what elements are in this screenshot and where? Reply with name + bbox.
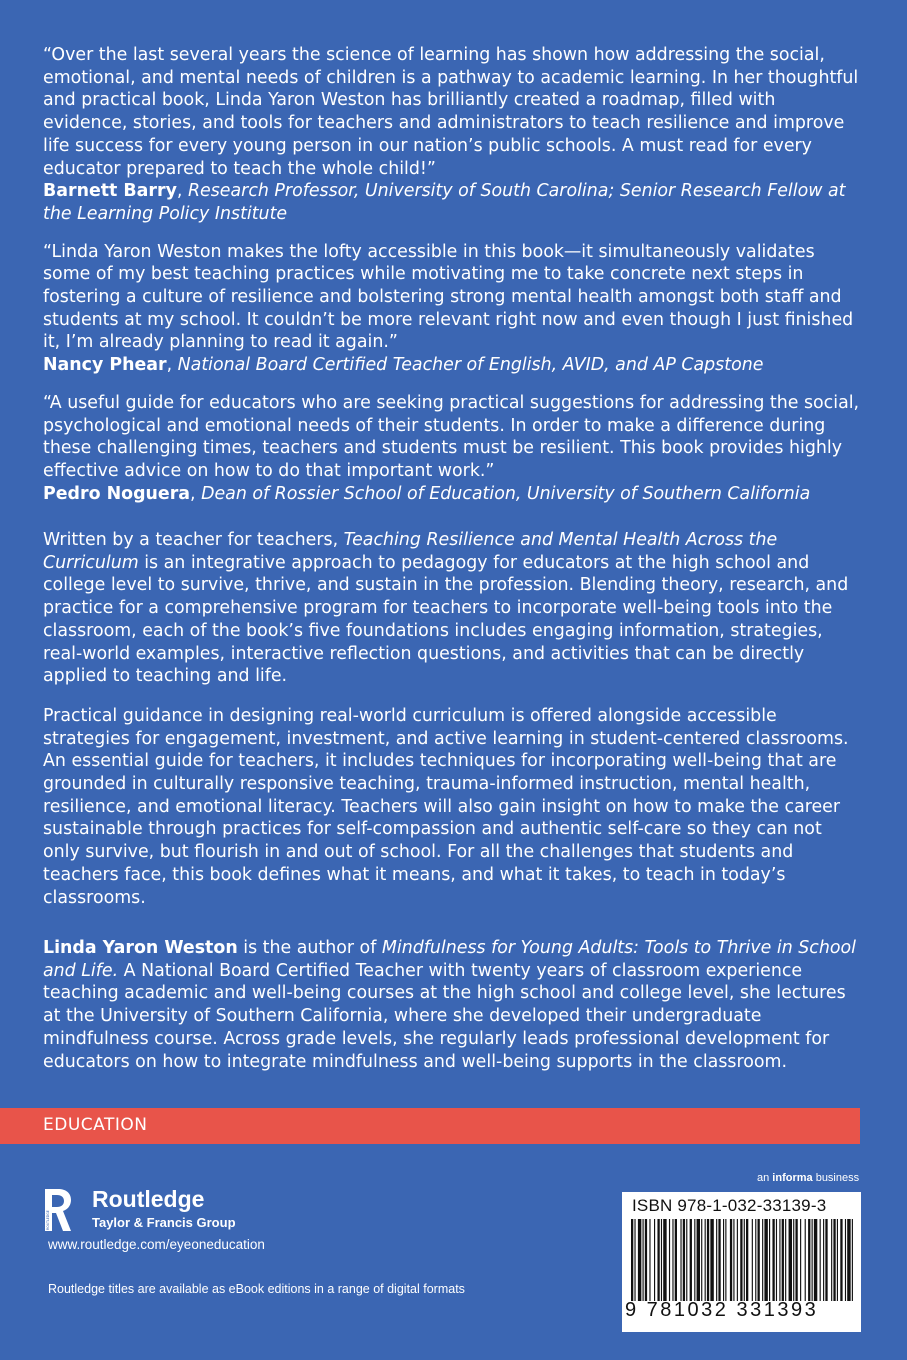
endorser-title: Research Professor, University of South Carolina; Senior Research Fellow at the Learning Policy Institute	[43, 181, 846, 224]
barcode-bar	[718, 1219, 720, 1301]
barcode-bar	[661, 1219, 662, 1301]
category-banner	[0, 1108, 860, 1144]
barcode-bar	[755, 1219, 756, 1301]
barcode-bar	[825, 1219, 827, 1301]
endorser-name: Nancy Phear	[43, 355, 167, 376]
barcode-bar	[737, 1219, 738, 1301]
barcode-bar	[785, 1219, 786, 1301]
endorsement-attribution: Barnett Barry, Research Professor, University of South Carolina; Senior Research Fellow at the Learning Policy Institute	[43, 181, 846, 224]
informa-brand: informa	[772, 1172, 813, 1184]
barcode-bar	[649, 1219, 650, 1301]
publisher-url: www.routledge.com/eyeoneducation	[48, 1237, 265, 1252]
description-intro: Written by a teacher for teachers,	[43, 530, 344, 550]
barcode-bar	[805, 1219, 806, 1301]
barcode-bar	[852, 1219, 853, 1301]
barcode-bar	[746, 1219, 748, 1301]
informa-prefix: an	[757, 1172, 773, 1184]
barcode-bar	[686, 1219, 687, 1301]
ebook-note: Routledge titles are available as eBook editions in a range of digital formats	[48, 1282, 465, 1296]
barcode-bar	[683, 1219, 685, 1301]
barcode-bar	[701, 1219, 702, 1301]
publisher-name: Routledge	[92, 1186, 205, 1212]
category-label: EDUCATION	[43, 1115, 148, 1135]
informa-suffix: business	[812, 1172, 860, 1184]
barcode-bar	[654, 1219, 655, 1301]
endorser-name: Barnett Barry	[43, 181, 177, 202]
barcode-bar	[710, 1219, 713, 1301]
author-name: Linda Yaron Weston	[43, 938, 238, 958]
barcode-bar	[808, 1219, 810, 1301]
description-body: is an integrative approach to pedagogy for educators at the high school and college level to survive, thrive, and sustain in the profession. Blending theory, research, and practice for a comprehensive program for teachers to incorporate well-being tools into the classroom, each of the book’s five foundations includes engaging information, strategies, real-world examples, interactive reflection questions, and activities that can be directly applied to teaching and life.	[43, 552, 849, 687]
barcode-bar	[762, 1219, 763, 1301]
barcode-bar	[823, 1219, 824, 1301]
endorsement-barry	[43, 44, 863, 226]
barcode-bar	[782, 1219, 784, 1301]
barcode-bar	[697, 1219, 700, 1301]
endorsement-noguera	[43, 392, 863, 506]
logo-vertical-text: ROUTLEDGE	[46, 1210, 50, 1230]
barcode-bar	[789, 1219, 792, 1301]
barcode-bar	[730, 1219, 732, 1301]
barcode-bar	[645, 1219, 647, 1301]
barcode-bar	[672, 1219, 673, 1301]
barcode-bar	[744, 1219, 745, 1301]
endorsement-text: “Linda Yaron Weston makes the lofty accessible in this book—it simultaneously validates some of my best teaching practices while motivating me to take concrete next steps in fostering a culture of resilience and bolstering strong mental health amongst both staff and students at my school. It couldn’t be more relevant right now and even though I just finished it, I’m already planning to read it again.”	[43, 241, 854, 353]
barcode-bar	[793, 1219, 794, 1301]
isbn-label: ISBN 978-1-032-33139-3	[632, 1196, 827, 1215]
informa-tagline	[757, 1172, 859, 1184]
barcode-bar	[638, 1219, 641, 1301]
endorser-title: Dean of Rossier School of Education, University of Southern California	[201, 483, 811, 504]
barcode-bar	[707, 1219, 709, 1301]
barcode-bar	[845, 1219, 846, 1301]
barcode-bar	[776, 1219, 777, 1301]
barcode-bar	[758, 1219, 760, 1301]
barcode-bar	[752, 1219, 753, 1301]
barcode-bar	[764, 1219, 767, 1301]
barcode-bar	[680, 1219, 681, 1301]
endorsement-text: “A useful guide for educators who are seeking practical suggestions for addressing the social, psychological and emotional needs of their students. In order to make a difference during these challenging times, teachers and students must be resilient. This book provides highly effective advice on how to do that important work.”	[43, 392, 860, 481]
barcode-bar	[772, 1219, 774, 1301]
barcode-bar	[812, 1219, 813, 1301]
isbn-barcode-box	[622, 1192, 861, 1332]
barcode-bar	[725, 1219, 726, 1301]
author-bio	[43, 937, 863, 1073]
other-book-title: Mindfulness for Young Adults: Tools to Thrive in School and Life.	[43, 938, 856, 981]
barcode-bar	[779, 1219, 780, 1301]
barcode-bar	[833, 1219, 835, 1301]
barcode-bar	[705, 1219, 706, 1301]
barcode-bar	[723, 1219, 724, 1301]
barcode-bar	[657, 1219, 659, 1301]
endorsement-phear	[43, 241, 863, 377]
isbn-digits: 9 781032 331393	[625, 1299, 819, 1321]
barcode-bar	[634, 1219, 635, 1301]
barcode-bar	[690, 1219, 692, 1301]
endorsement-attribution: Pedro Noguera, Dean of Rossier School of Education, University of Southern California	[43, 483, 811, 504]
barcode-bar	[675, 1219, 677, 1301]
barcode-bar	[631, 1219, 633, 1301]
bio-body: A National Board Certified Teacher with twenty years of classroom experience teaching academic and well-being courses at the high school and college level, she lectures at the University of Southern California, where she developed their undergraduate mindfulness course. Across grade levels, she regularly leads professional development for educators on how to integrate mindfulness and well-being supports in the classroom.	[43, 960, 846, 1072]
bio-paragraph	[43, 937, 863, 1073]
barcode-bar	[769, 1219, 770, 1301]
barcode-bar	[847, 1219, 850, 1301]
endorser-title: National Board Certified Teacher of English, AVID, and AP Capstone	[177, 355, 764, 376]
book-title: Teaching Resilience and Mental Health Across the Curriculum	[43, 530, 778, 573]
endorsement-attribution: Nancy Phear, National Board Certified Teacher of English, AVID, and AP Capstone	[43, 355, 764, 376]
barcode-bar	[733, 1219, 734, 1301]
barcode-bar	[643, 1219, 644, 1301]
publisher-group: Taylor & Francis Group	[92, 1215, 236, 1230]
routledge-logo-icon	[42, 1187, 72, 1233]
barcode-bar	[837, 1219, 838, 1301]
description-paragraph-1	[43, 529, 863, 688]
barcode-bar	[814, 1219, 817, 1301]
description-paragraph-2: Practical guidance in designing real-world curriculum is offered alongside accessible strategies for engagement, investment, and active learning in student-centered classrooms. An essential guide for teachers, it includes techniques for incorporating well-being that are grounded in culturally responsive teaching, trauma-informed instruction, mental health, resilience, and emotional literacy. Teachers will also gain insight on how to make the career sustainable through practices for self-compassion and authentic self-care so they can not only survive, but flourish in and out of school. For all the challenges that students and teachers face, this book defines what it means, and what it takes, to teach in today’s classrooms.	[43, 705, 849, 908]
barcode-bar	[716, 1219, 717, 1301]
barcode-bar	[694, 1219, 695, 1301]
barcode-bar	[800, 1219, 801, 1301]
barcode-bar	[669, 1219, 670, 1301]
barcode-bar	[820, 1219, 821, 1301]
endorsement-text: “Over the last several years the science of learning has shown how addressing the social, emotional, and mental needs of children is a pathway to academic learning. In her thoughtful and practical book, Linda Yaron Weston has brilliantly created a roadmap, filled with evidence, stories, and tools for teachers and administrators to teach resilience and improve life success for every young person in our nation’s public schools. A must read for every educator prepared to teach the whole child!”	[43, 45, 859, 179]
endorser-name: Pedro Noguera	[43, 483, 191, 504]
book-description	[43, 529, 863, 926]
barcode-bar	[840, 1219, 842, 1301]
barcode-bar	[831, 1219, 832, 1301]
barcode-bar	[795, 1219, 797, 1301]
barcode-bar	[740, 1219, 742, 1301]
bio-intro: is the author of	[237, 938, 382, 958]
barcode-graphic	[631, 1219, 853, 1301]
endorsements-section	[43, 44, 863, 520]
barcode-bar	[663, 1219, 666, 1301]
